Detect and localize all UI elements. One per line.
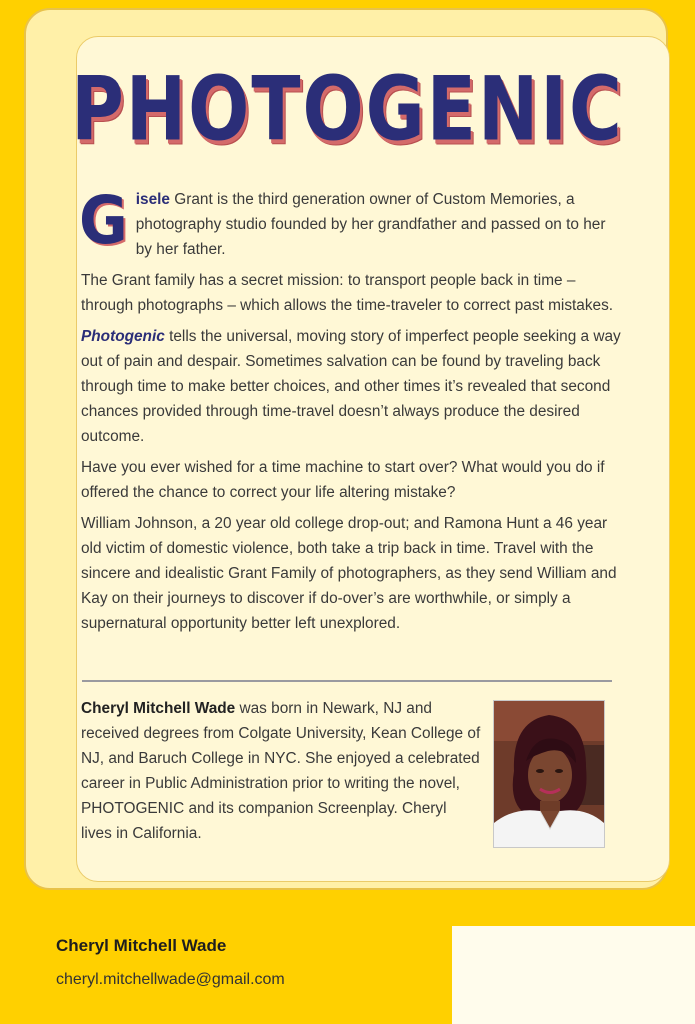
story-paragraph [81, 324, 621, 449]
author-portrait-image [494, 701, 604, 847]
author-bio [81, 696, 481, 846]
author-bio-name: Cheryl Mitchell Wade [81, 700, 236, 717]
author-photo [493, 700, 605, 848]
intro-text: Grant is the third generation owner of Custom Memories, a photography studio founded by her grandfather and passed on to her by her father. [135, 191, 606, 258]
story-text: tells the universal, moving story of imperfect people seeking a way out of pain and despair. Sometimes salvation can be found by traveling back through time to make better choices, and other times it’s revealed that second chances provided through time-travel doesn’t always produce the desired outcome. [81, 328, 621, 445]
barcode-area [452, 926, 695, 1024]
section-divider [82, 680, 612, 682]
dropcap-letter: G [79, 182, 128, 259]
author-bio-text: was born in Newark, NJ and received degrees from Colgate University, Kean College of NJ, and Baruch College in NYC. She enjoyed a celebrated career in Public Administration prior to writing the novel, PHOTOGENIC and its companion Screenplay. Cheryl lives in California. [81, 700, 481, 842]
footer-author-email[interactable]: cheryl.mitchellwade@gmail.com [56, 971, 285, 988]
book-title-heading: PHOTOGENIC [71, 58, 624, 161]
inline-book-title: Photogenic [81, 328, 165, 345]
question-paragraph: Have you ever wished for a time machine to start over? What would you do if offered the chance to correct your life altering mistake? [81, 459, 605, 501]
intro-lead-word: isele [135, 191, 170, 208]
characters-paragraph: William Johnson, a 20 year old college drop-out; and Ramona Hunt a 46 year old victim of domestic violence, both take a trip back in time. Travel with the sincere and idealistic Grant Family of photographers, as they send William and Kay on their journeys to discover if do-over’s are worthwhile, or simply a supernatural opportunity better left unexplored. [81, 515, 617, 632]
footer-author-name: Cheryl Mitchell Wade [56, 936, 227, 955]
intro-paragraph [79, 182, 621, 262]
synopsis [79, 182, 621, 642]
mission-paragraph: The Grant family has a secret mission: to transport people back in time – through photographs – which allows the time-traveler to correct past mistakes. [81, 272, 614, 314]
